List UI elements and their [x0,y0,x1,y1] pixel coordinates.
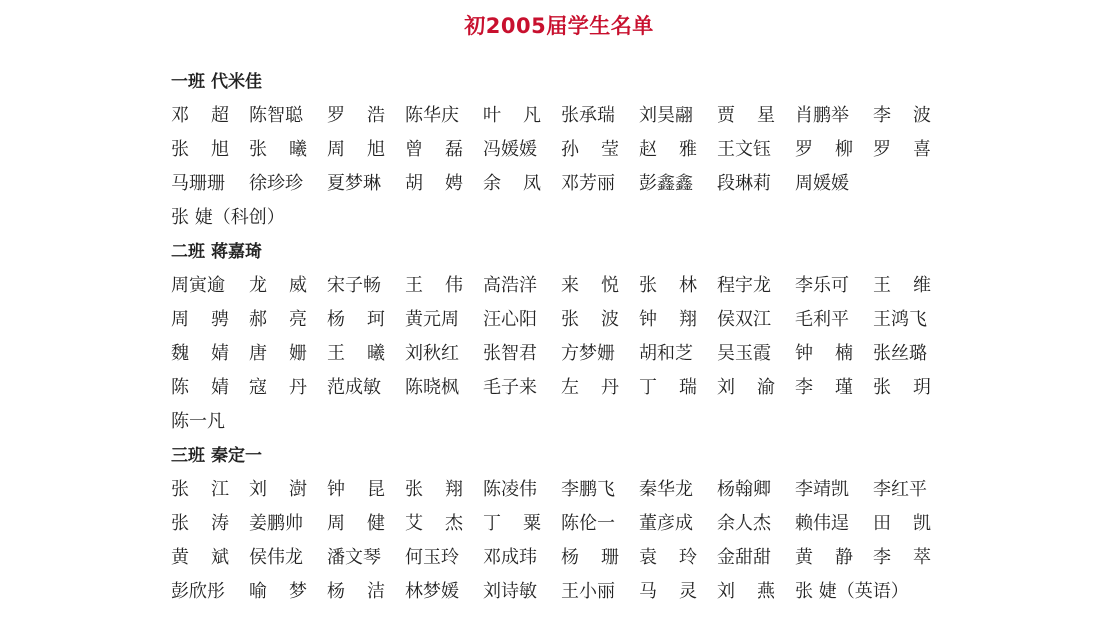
class-name: 三班 [171,446,205,466]
student-name-text: 贾 星 [717,105,775,126]
student-name-text: 唐 姗 [249,343,307,364]
student-name: 刘秋红 [405,343,459,364]
class-header [171,65,951,99]
student-name: 彭欣彤 [171,581,225,602]
student-name-text: 张 林 [639,275,697,296]
student-name-text: 刘 燕 [717,581,775,602]
student-name [171,133,249,167]
student-name-text: 张 翔 [405,479,463,500]
student-name-text: 曾 磊 [405,139,463,160]
class-teacher: 蒋嘉琦 [211,242,262,262]
student-name-text: 艾 杰 [405,513,463,534]
student-name [639,371,717,405]
student-name: 余人杰 [717,513,771,534]
student-name: 陈智聪 [249,105,303,126]
student-name: 邓成玮 [483,547,537,568]
student-name [639,303,717,337]
name-row [171,473,951,507]
student-name-text: 张 波 [561,309,619,330]
student-name [561,269,639,303]
class-header [171,439,951,473]
student-name-text: 罗 柳 [795,139,853,160]
student-name-text: 张 玥 [873,377,931,398]
student-name: 王文钰 [717,139,771,160]
student-name-text: 张 涛 [171,513,229,534]
student-name [639,541,717,575]
student-name-text: 张 江 [171,479,229,500]
student-name [873,269,951,303]
student-name-text: 赵 雅 [639,139,697,160]
student-roster [171,65,951,609]
student-name: 彭鑫鑫 [639,173,693,194]
student-name-text: 刘 澍 [249,479,307,500]
student-name-text: 田 凯 [873,513,931,534]
student-name: 周媛媛 [795,173,849,194]
student-name-text: 杨 珂 [327,309,385,330]
student-name: 侯双江 [717,309,771,330]
student-name [561,371,639,405]
student-name: 毛利平 [795,309,849,330]
student-name-text: 钟 昆 [327,479,385,500]
student-name-text: 罗 喜 [873,139,931,160]
student-name: 李红平 [873,479,927,500]
class-section [171,65,951,235]
student-name: 夏梦琳 [327,173,381,194]
student-name-text: 周 骋 [171,309,229,330]
student-name: 陈一凡 [171,411,225,432]
student-name-text: 王 维 [873,275,931,296]
student-name: 张智君 [483,343,537,364]
student-name-text: 叶 凡 [483,105,541,126]
student-name: 黄元周 [405,309,459,330]
student-name [717,99,795,133]
student-name: 董彦成 [639,513,693,534]
student-name: 张 婕（科创） [171,207,285,228]
student-name [249,133,327,167]
student-name: 林梦媛 [405,581,459,602]
name-row [171,303,951,337]
student-name-text: 来 悦 [561,275,619,296]
student-name-text: 杨 洁 [327,581,385,602]
name-row [171,337,951,371]
student-name [483,507,561,541]
student-name [639,133,717,167]
student-name: 毛子来 [483,377,537,398]
student-name: 秦华龙 [639,479,693,500]
student-name-text: 陈 婧 [171,377,229,398]
student-name [639,575,717,609]
student-name [171,473,249,507]
student-name-text: 孙 莹 [561,139,619,160]
student-name [327,337,405,371]
student-name: 冯媛媛 [483,139,537,160]
student-name [405,507,483,541]
student-name: 方梦姗 [561,343,615,364]
student-name [561,541,639,575]
student-name: 张丝璐 [873,343,927,364]
student-name: 陈伦一 [561,513,615,534]
name-row [171,405,951,439]
class-header [171,235,951,269]
student-name [795,337,873,371]
student-name: 胡和芝 [639,343,693,364]
student-name-text: 邓 超 [171,105,229,126]
student-name [639,269,717,303]
name-row [171,507,951,541]
student-name: 汪心阳 [483,309,537,330]
student-name-text: 黄 斌 [171,547,229,568]
student-name [405,133,483,167]
student-name [327,99,405,133]
student-name [795,541,873,575]
student-name: 徐珍珍 [249,173,303,194]
student-name: 马珊珊 [171,173,225,194]
student-name [717,371,795,405]
student-name [873,99,951,133]
student-name: 邓芳丽 [561,173,615,194]
student-name [561,303,639,337]
name-row [171,541,951,575]
student-name-text: 张 曦 [249,139,307,160]
name-row [171,575,951,609]
student-name: 刘昊翮 [639,105,693,126]
student-name: 杨翰卿 [717,479,771,500]
student-name-text: 钟 楠 [795,343,853,364]
student-name: 范成敏 [327,377,381,398]
student-name: 潘文琴 [327,547,381,568]
student-name-text: 李 瑾 [795,377,853,398]
student-name [171,337,249,371]
student-name [873,541,951,575]
student-name [327,575,405,609]
class-name: 一班 [171,72,205,92]
student-name: 周寅逾 [171,275,225,296]
student-name-text: 周 旭 [327,139,385,160]
student-name: 陈凌伟 [483,479,537,500]
student-name-text: 罗 浩 [327,105,385,126]
student-name: 陈华庆 [405,105,459,126]
student-name-text: 龙 威 [249,275,307,296]
name-row [171,133,951,167]
student-name-text: 胡 娉 [405,173,463,194]
student-name-text: 刘 渝 [717,377,775,398]
student-name [171,371,249,405]
student-name: 李靖凯 [795,479,849,500]
student-name [249,473,327,507]
student-name: 高浩洋 [483,275,537,296]
student-name [171,507,249,541]
student-name [327,473,405,507]
student-name [249,575,327,609]
student-name-text: 李 萃 [873,547,931,568]
name-row [171,99,951,133]
student-name [795,133,873,167]
student-name [405,269,483,303]
student-name: 姜鹏帅 [249,513,303,534]
student-name: 何玉玲 [405,547,459,568]
student-name [249,371,327,405]
student-name [249,303,327,337]
student-name [171,303,249,337]
student-name [327,133,405,167]
student-name [873,133,951,167]
name-row [171,201,951,235]
student-name [327,303,405,337]
student-name: 赖伟逞 [795,513,849,534]
name-row [171,167,951,201]
student-name-text: 喻 梦 [249,581,307,602]
student-name [873,371,951,405]
student-name [171,541,249,575]
student-name-text: 袁 玲 [639,547,697,568]
student-name: 李乐可 [795,275,849,296]
class-section [171,235,951,439]
student-name-text: 周 健 [327,513,385,534]
class-teacher: 代米佳 [211,72,262,92]
student-name [249,269,327,303]
student-name [717,575,795,609]
student-name: 张承瑞 [561,105,615,126]
name-row [171,269,951,303]
student-name-text: 钟 翔 [639,309,697,330]
student-name [795,371,873,405]
student-name: 肖鹏举 [795,105,849,126]
student-name: 李鹏飞 [561,479,615,500]
student-name: 刘诗敏 [483,581,537,602]
student-name-text: 寇 丹 [249,377,307,398]
class-section [171,439,951,609]
student-name-text: 王 伟 [405,275,463,296]
student-name: 程宇龙 [717,275,771,296]
student-name-text: 马 灵 [639,581,697,602]
student-name [327,507,405,541]
student-name-text: 丁 粟 [483,513,541,534]
student-name [171,99,249,133]
student-name: 陈晓枫 [405,377,459,398]
student-name [483,99,561,133]
name-row [171,371,951,405]
student-name-text: 李 波 [873,105,931,126]
student-name: 宋子畅 [327,275,381,296]
student-name-text: 王 曦 [327,343,385,364]
student-name: 侯伟龙 [249,547,303,568]
student-name [405,473,483,507]
student-name-text: 余 凤 [483,173,541,194]
student-name: 王鸿飞 [873,309,927,330]
student-name-text: 黄 静 [795,547,853,568]
student-name: 王小丽 [561,581,615,602]
student-name [873,507,951,541]
student-name-text: 张 旭 [171,139,229,160]
page-title: 初2005届学生名单 [464,14,654,38]
student-name [561,133,639,167]
student-name [249,337,327,371]
student-name [405,167,483,201]
student-name: 张 婕（英语） [795,581,909,602]
student-name: 吴玉霞 [717,343,771,364]
student-name [483,167,561,201]
student-name-text: 丁 瑞 [639,377,697,398]
student-name-text: 左 丹 [561,377,619,398]
student-name-text: 郝 亮 [249,309,307,330]
student-name-text: 魏 婧 [171,343,229,364]
class-name: 二班 [171,242,205,262]
class-teacher: 秦定一 [211,446,262,466]
student-name: 金甜甜 [717,547,771,568]
student-name-text: 杨 珊 [561,547,619,568]
student-name: 段琳莉 [717,173,771,194]
